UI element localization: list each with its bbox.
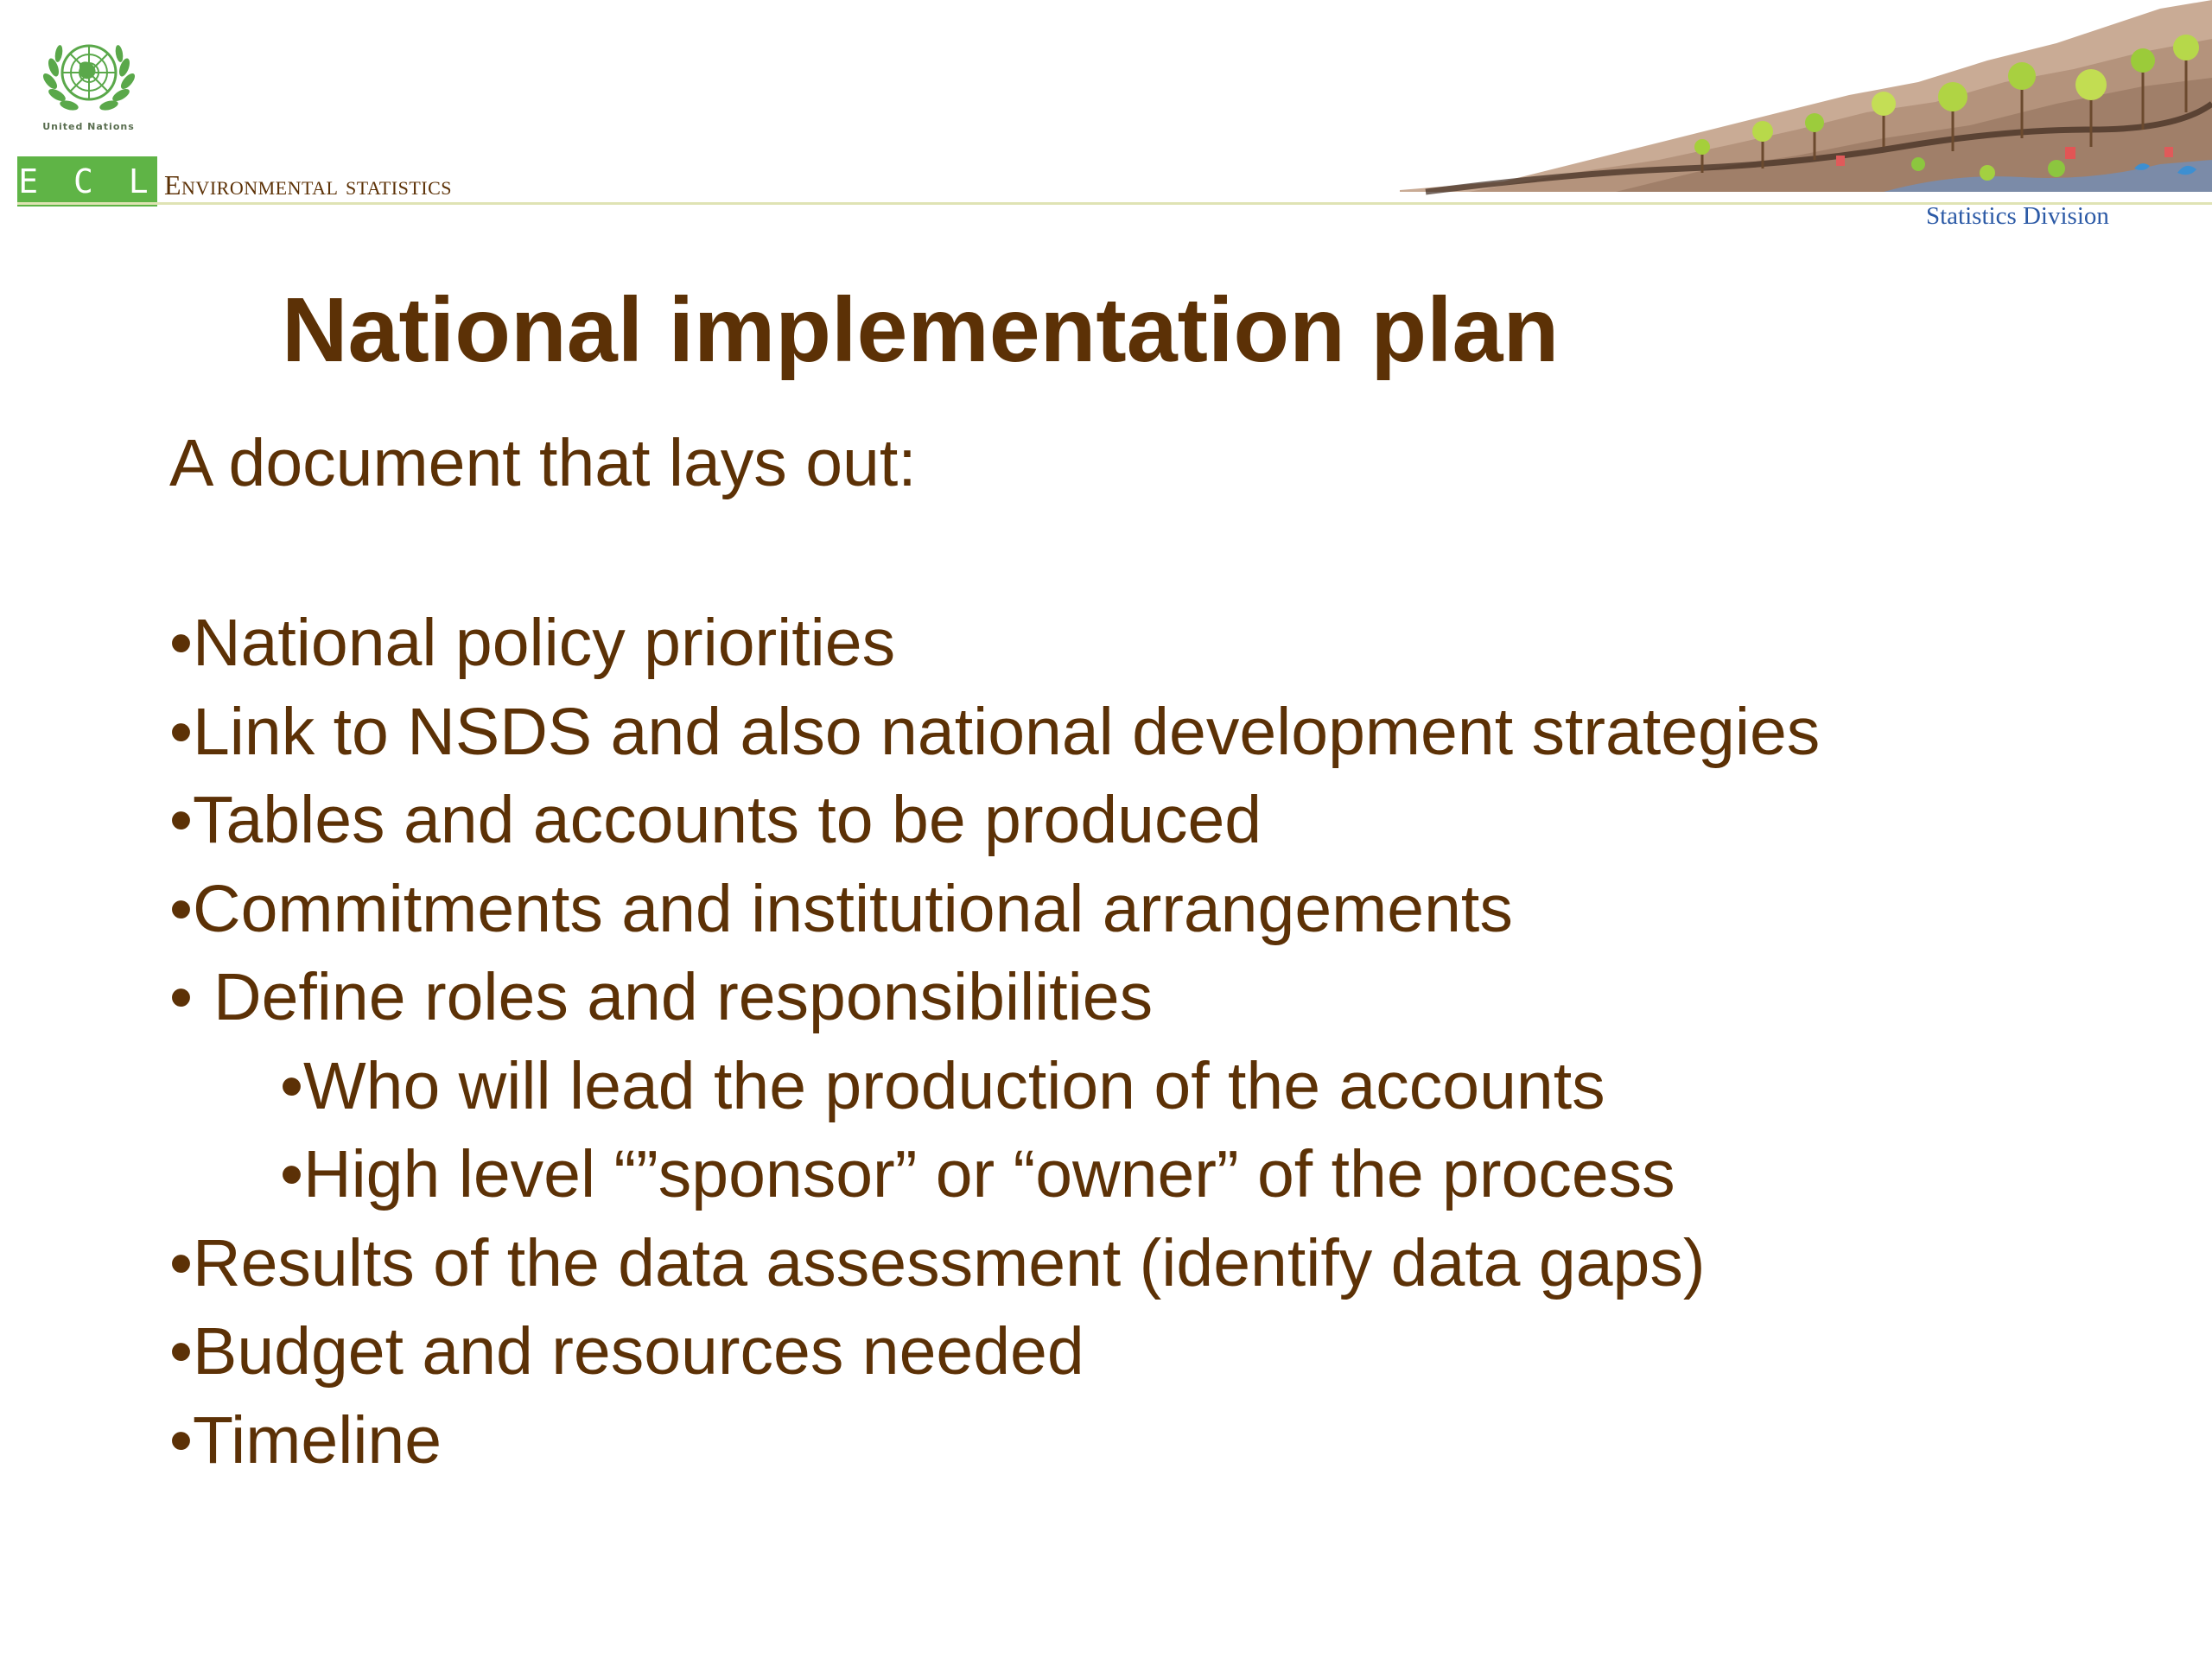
bullet-marker: • (169, 783, 193, 857)
sub-bullet-item (169, 1130, 1820, 1219)
bullet-marker: • (169, 1225, 193, 1300)
bullet-item (169, 1219, 1820, 1308)
bullet-text: Define roles and responsibilities (213, 960, 1154, 1034)
bullet-item (169, 1396, 1820, 1485)
bullet-marker: • (280, 1137, 303, 1211)
bullet-marker: • (169, 606, 193, 680)
bullet-marker: • (169, 871, 193, 946)
bullet-item (169, 688, 1820, 777)
bullet-text: Budget and resources needed (192, 1314, 1084, 1389)
landscape-banner (1400, 0, 2212, 203)
bullet-marker: • (169, 960, 193, 1034)
un-caption: United Nations (42, 121, 135, 132)
eclac-logo: E C L A C (17, 156, 157, 207)
program-title: Environmental statistics (164, 169, 453, 200)
bullet-text: Results of the data assessment (identify data gaps) (192, 1225, 1706, 1300)
bullet-text: Commitments and institutional arrangements (192, 871, 1513, 946)
bullet-item (169, 599, 1820, 688)
bullet-item (169, 776, 1820, 865)
bullet-text: National policy priorities (192, 606, 896, 680)
intro-text: A document that lays out: (169, 426, 917, 500)
bullet-item (169, 865, 1820, 954)
bullet-list (169, 599, 1820, 1484)
bullet-text: Who will lead the production of the accounts (302, 1048, 1605, 1123)
bullet-text: High level “”sponsor” or “owner” of the process (302, 1137, 1675, 1211)
sub-bullet-item (169, 1042, 1820, 1131)
slide-title: National implementation plan (282, 279, 1560, 381)
bullet-marker: • (169, 1402, 193, 1478)
bullet-text: Link to NSDS and also national development strategies (192, 694, 1821, 769)
un-emblem-icon (41, 33, 137, 116)
bullet-text: Timeline (192, 1402, 442, 1478)
bullet-text: Tables and accounts to be produced (192, 783, 1262, 857)
bullet-marker: • (169, 694, 193, 769)
un-logo (26, 33, 151, 137)
division-label: Statistics Division (1926, 202, 2109, 230)
bullet-marker: • (169, 1314, 193, 1389)
header-divider (17, 202, 2212, 205)
bullet-item (169, 953, 1820, 1042)
bullet-marker: • (280, 1048, 303, 1123)
bullet-item (169, 1307, 1820, 1396)
